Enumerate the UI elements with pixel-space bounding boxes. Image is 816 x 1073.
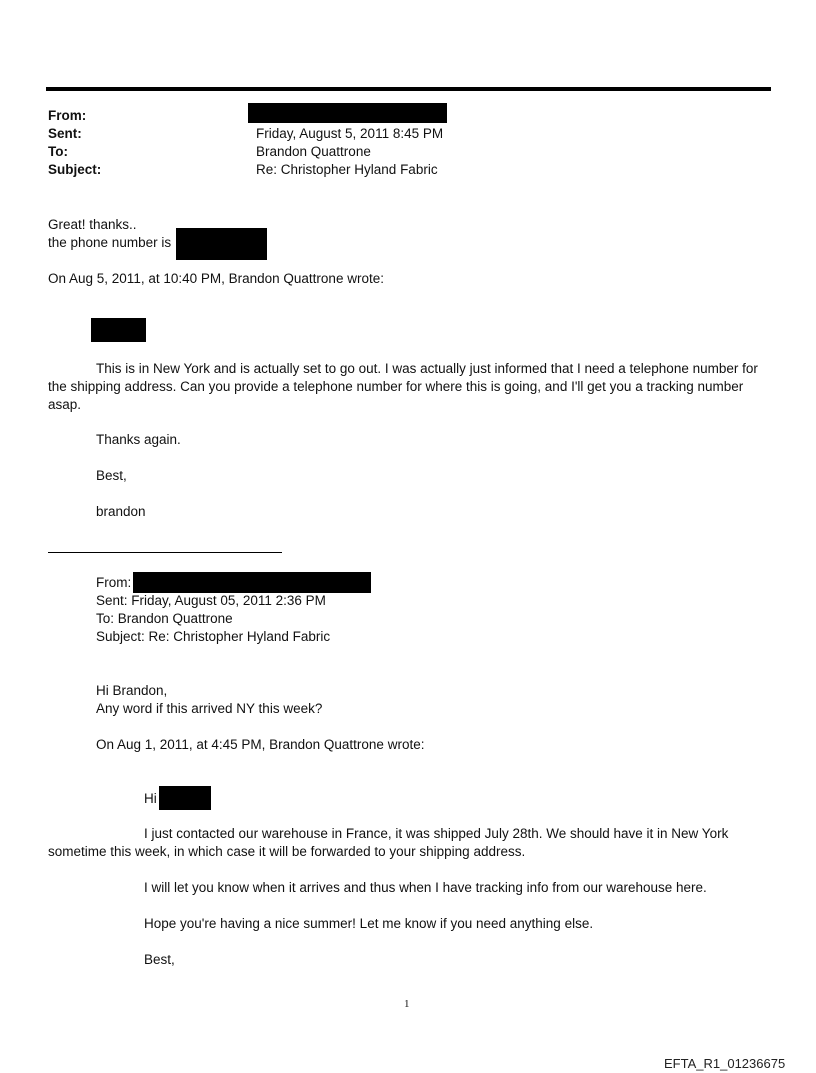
redacted-fwd-sender xyxy=(133,572,371,593)
to-label: To: xyxy=(48,144,68,159)
redacted-phone xyxy=(176,228,267,260)
quote-intro-1: On Aug 5, 2011, at 10:40 PM, Brandon Quattrone wrote: xyxy=(48,271,384,286)
brandon-signature: brandon xyxy=(96,504,146,519)
redacted-inner-name xyxy=(159,786,211,810)
quote-intro-2: On Aug 1, 2011, at 4:45 PM, Brandon Quattrone wrote: xyxy=(96,737,425,752)
sent-value: Friday, August 5, 2011 8:45 PM xyxy=(256,126,444,141)
forward-separator xyxy=(48,552,282,553)
header-rule xyxy=(46,87,771,91)
fwd-to: To: Brandon Quattrone xyxy=(96,611,233,626)
fwd-subject: Subject: Re: Christopher Hyland Fabric xyxy=(96,629,331,644)
brandon-best: Best, xyxy=(96,468,127,483)
redacted-sender xyxy=(248,103,447,123)
document-id: EFTA_R1_01236675 xyxy=(664,1056,786,1071)
inner-best: Best, xyxy=(144,952,175,967)
fwd-question: Any word if this arrived NY this week? xyxy=(96,701,323,716)
inner-para1-line2: sometime this week, in which case it will be forwarded to your shipping address. xyxy=(48,844,526,859)
fwd-greeting: Hi Brandon, xyxy=(96,683,168,698)
inner-para1-line1: I just contacted our warehouse in France, it was shipped July 28th. We should have it in New York xyxy=(144,826,729,841)
redacted-recipient-name xyxy=(91,318,146,342)
brandon-thanks: Thanks again. xyxy=(96,432,181,447)
brandon-para1-line2: the shipping address. Can you provide a telephone number for where this is going, and I'll get you a tracking number xyxy=(48,379,744,394)
sent-label: Sent: xyxy=(48,126,82,141)
from-label: From: xyxy=(48,108,87,123)
brandon-para1-line3: asap. xyxy=(48,397,82,412)
page-number: 1 xyxy=(404,998,410,1010)
fwd-from-label: From: xyxy=(96,575,132,590)
subject-label: Subject: xyxy=(48,162,102,177)
inner-hi: Hi xyxy=(144,791,157,806)
to-value: Brandon Quattrone xyxy=(256,144,371,159)
inner-para2: I will let you know when it arrives and thus when I have tracking info from our warehouse here. xyxy=(144,880,707,895)
fwd-sent: Sent: Friday, August 05, 2011 2:36 PM xyxy=(96,593,326,608)
subject-value: Re: Christopher Hyland Fabric xyxy=(256,162,438,177)
brandon-para1-line1: This is in New York and is actually set to go out. I was actually just informed that I need a telephone number for xyxy=(96,361,758,376)
inner-para3: Hope you're having a nice summer! Let me know if you need anything else. xyxy=(144,916,594,931)
reply-line-2: the phone number is xyxy=(48,235,172,250)
reply-line-1: Great! thanks.. xyxy=(48,217,137,232)
